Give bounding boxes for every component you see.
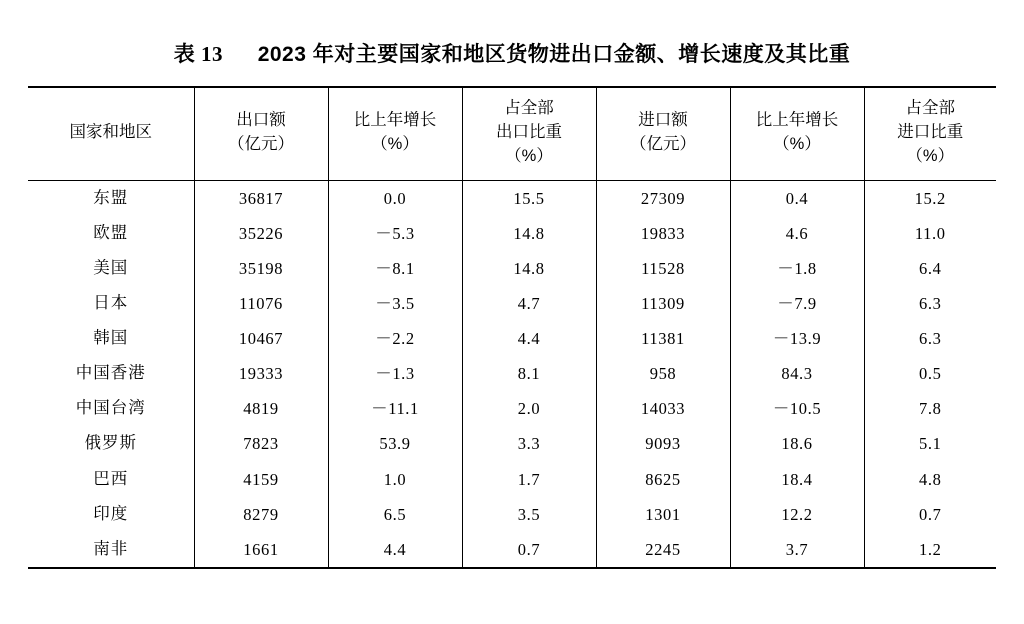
cell-region: 东盟 <box>28 181 194 216</box>
cell-import-value: 11381 <box>596 321 730 356</box>
cell-export-share: 0.7 <box>462 532 596 567</box>
table-label: 表 13 <box>173 42 223 66</box>
table-title-text: 2023 年对主要国家和地区货物进出口金额、增长速度及其比重 <box>257 43 851 66</box>
cell-export-share: 2.0 <box>462 391 596 426</box>
cell-import-value: 19833 <box>596 216 730 251</box>
cell-export-growth: －2.2 <box>328 321 462 356</box>
cell-import-share: 11.0 <box>864 216 996 251</box>
cell-export-growth: 6.5 <box>328 497 462 532</box>
column-header-region: 国家和地区 <box>28 88 194 180</box>
column-header-import-share: 占全部 进口比重 （%） <box>864 88 996 180</box>
cell-export-share: 3.5 <box>462 497 596 532</box>
table-row <box>28 462 996 497</box>
cell-import-growth: 18.6 <box>730 426 864 461</box>
cell-import-share: 6.3 <box>864 321 996 356</box>
trade-table-body <box>28 181 996 567</box>
table-row <box>28 426 996 461</box>
cell-region: 中国台湾 <box>28 391 194 426</box>
cell-export-value: 35226 <box>194 216 328 251</box>
column-header-export-share: 占全部 出口比重 （%） <box>462 88 596 180</box>
cell-region: 日本 <box>28 286 194 321</box>
table-row <box>28 532 996 567</box>
cell-import-growth: 0.4 <box>730 181 864 216</box>
cell-import-value: 14033 <box>596 391 730 426</box>
table-row <box>28 286 996 321</box>
cell-export-share: 3.3 <box>462 426 596 461</box>
cell-import-growth: －10.5 <box>730 391 864 426</box>
cell-region: 欧盟 <box>28 216 194 251</box>
cell-export-growth: 4.4 <box>328 532 462 567</box>
column-header-export-value: 出口额 （亿元） <box>194 88 328 180</box>
cell-region: 南非 <box>28 532 194 567</box>
cell-export-value: 8279 <box>194 497 328 532</box>
table-container <box>0 86 1024 569</box>
cell-import-share: 0.5 <box>864 356 996 391</box>
cell-export-value: 1661 <box>194 532 328 567</box>
cell-export-growth: －1.3 <box>328 356 462 391</box>
cell-import-growth: 12.2 <box>730 497 864 532</box>
table-row <box>28 321 996 356</box>
cell-import-share: 6.3 <box>864 286 996 321</box>
cell-export-value: 4819 <box>194 391 328 426</box>
cell-import-value: 958 <box>596 356 730 391</box>
cell-export-value: 36817 <box>194 181 328 216</box>
cell-region: 俄罗斯 <box>28 426 194 461</box>
cell-export-share: 14.8 <box>462 251 596 286</box>
cell-export-value: 7823 <box>194 426 328 461</box>
cell-export-value: 35198 <box>194 251 328 286</box>
column-header-import-value: 进口额 （亿元） <box>596 88 730 180</box>
cell-region: 美国 <box>28 251 194 286</box>
cell-import-share: 4.8 <box>864 462 996 497</box>
cell-export-share: 4.7 <box>462 286 596 321</box>
cell-export-growth: 0.0 <box>328 181 462 216</box>
cell-import-growth: 3.7 <box>730 532 864 567</box>
cell-region: 韩国 <box>28 321 194 356</box>
table-row <box>28 251 996 286</box>
cell-import-share: 1.2 <box>864 532 996 567</box>
cell-import-value: 2245 <box>596 532 730 567</box>
table-body <box>28 181 996 567</box>
cell-import-value: 11528 <box>596 251 730 286</box>
page-title <box>0 0 1024 86</box>
cell-export-growth: －11.1 <box>328 391 462 426</box>
cell-import-growth: －7.9 <box>730 286 864 321</box>
table-row <box>28 391 996 426</box>
table-header-row <box>28 88 996 180</box>
table-bottom-rule <box>28 567 996 569</box>
column-header-export-growth: 比上年增长 （%） <box>328 88 462 180</box>
cell-import-value: 8625 <box>596 462 730 497</box>
cell-export-share: 14.8 <box>462 216 596 251</box>
cell-export-growth: 53.9 <box>328 426 462 461</box>
cell-export-growth: －8.1 <box>328 251 462 286</box>
cell-region: 印度 <box>28 497 194 532</box>
cell-import-growth: 84.3 <box>730 356 864 391</box>
cell-import-share: 0.7 <box>864 497 996 532</box>
cell-import-growth: 18.4 <box>730 462 864 497</box>
cell-import-share: 7.8 <box>864 391 996 426</box>
cell-region: 巴西 <box>28 462 194 497</box>
cell-import-growth: 4.6 <box>730 216 864 251</box>
cell-export-share: 15.5 <box>462 181 596 216</box>
cell-export-share: 8.1 <box>462 356 596 391</box>
cell-export-value: 10467 <box>194 321 328 356</box>
cell-export-growth: 1.0 <box>328 462 462 497</box>
cell-export-value: 19333 <box>194 356 328 391</box>
cell-import-value: 27309 <box>596 181 730 216</box>
cell-import-growth: －1.8 <box>730 251 864 286</box>
cell-export-value: 11076 <box>194 286 328 321</box>
cell-import-growth: －13.9 <box>730 321 864 356</box>
cell-export-value: 4159 <box>194 462 328 497</box>
table-row <box>28 216 996 251</box>
table-row <box>28 181 996 216</box>
cell-region: 中国香港 <box>28 356 194 391</box>
table-row <box>28 497 996 532</box>
cell-import-value: 9093 <box>596 426 730 461</box>
cell-export-growth: －5.3 <box>328 216 462 251</box>
cell-export-growth: －3.5 <box>328 286 462 321</box>
cell-import-value: 1301 <box>596 497 730 532</box>
table-row <box>28 356 996 391</box>
cell-import-value: 11309 <box>596 286 730 321</box>
table-header <box>28 88 996 180</box>
cell-import-share: 5.1 <box>864 426 996 461</box>
cell-export-share: 4.4 <box>462 321 596 356</box>
cell-export-share: 1.7 <box>462 462 596 497</box>
trade-table <box>28 88 996 180</box>
cell-import-share: 6.4 <box>864 251 996 286</box>
cell-import-share: 15.2 <box>864 181 996 216</box>
column-header-import-growth: 比上年增长 （%） <box>730 88 864 180</box>
